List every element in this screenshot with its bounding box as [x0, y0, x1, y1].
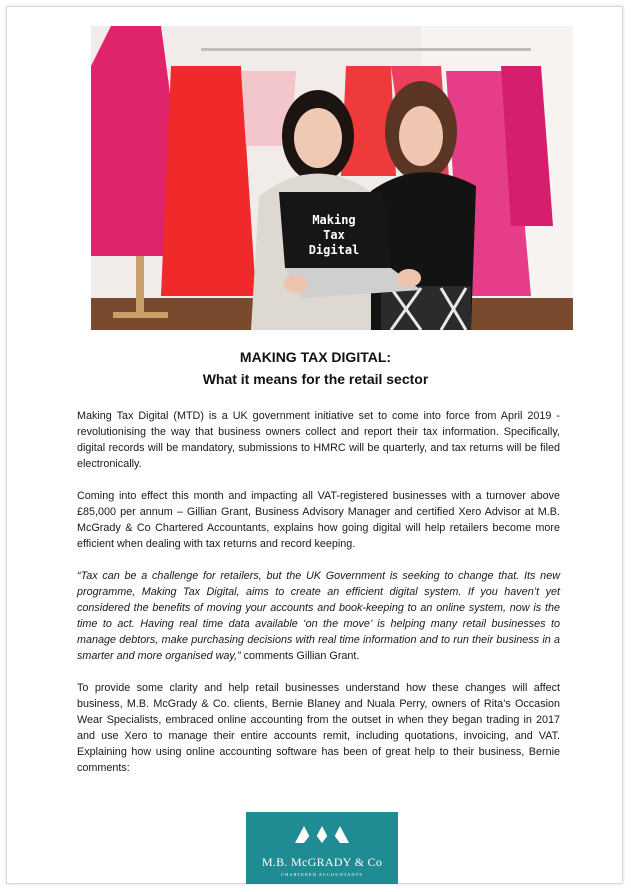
paragraph-intro: Making Tax Digital (MTD) is a UK government initiative set to come into force from April 2019 - revolutionising the way that business owners collect and report their tax information. Specifically, digital records will be mandatory, submissions to HMRC will be quarterly, and tax returns will be filed electronically. — [77, 410, 560, 470]
quote-attribution: comments Gillian Grant. — [240, 650, 360, 662]
logo-subtitle: CHARTERED ACCOUNTANTS — [281, 872, 363, 877]
company-logo — [246, 812, 398, 884]
laptop-text-line-3: Digital — [308, 243, 360, 257]
quote-text: “Tax can be a challenge for retailers, but the UK Government is seeking to change that. Its new programme, Making Tax Digital, aims to create an efficient digital system. If you haven’t yet considered the benefits of moving your accounts and book-keeping to an online system, now is the time to act. Having real time data available ‘on the move’ is helping many retail businesses to manage debtors, make purchasing decisions with real time information and to run their business in a smarter and more organised way,” — [77, 570, 560, 662]
article-title — [0, 346, 631, 390]
logo-name: M.B. McGRADY & Co — [261, 855, 383, 869]
article-body — [77, 408, 560, 792]
paragraph-clients: To provide some clarity and help retail businesses understand how these changes will affect business, M.B. McGrady & Co. clients, Bernie Blaney and Nuala Perry, owners of Rita’s Occasion Wear Specialists, embraced online accounting from the outset in when they began trading in 2017 and use Xero to manage their entire accounts remit, including quotations, invoicing, and VAT. Explaining how using online accounting software has been of great help to their business, Bernie comments: — [77, 682, 560, 774]
paragraph-context: Coming into effect this month and impacting all VAT-registered businesses with a turnover above £85,000 per annum – Gillian Grant, Business Advisory Manager and certified Xero Advisor at M.B. McGrady & Co Chartered Accountants, explains how going digital will help retailers become more efficient when dealing with tax returns and record keeping. — [77, 490, 560, 550]
laptop-text-line-2: Tax — [323, 228, 345, 242]
header-photo — [91, 26, 573, 330]
logo-mark-icon — [294, 823, 350, 845]
paragraph-quote — [77, 568, 560, 664]
title-line-2: What it means for the retail sector — [202, 371, 429, 387]
laptop-text-line-1: Making — [312, 213, 356, 227]
photo-illustration — [91, 26, 573, 330]
title-line-1: MAKING TAX DIGITAL: — [239, 349, 392, 365]
